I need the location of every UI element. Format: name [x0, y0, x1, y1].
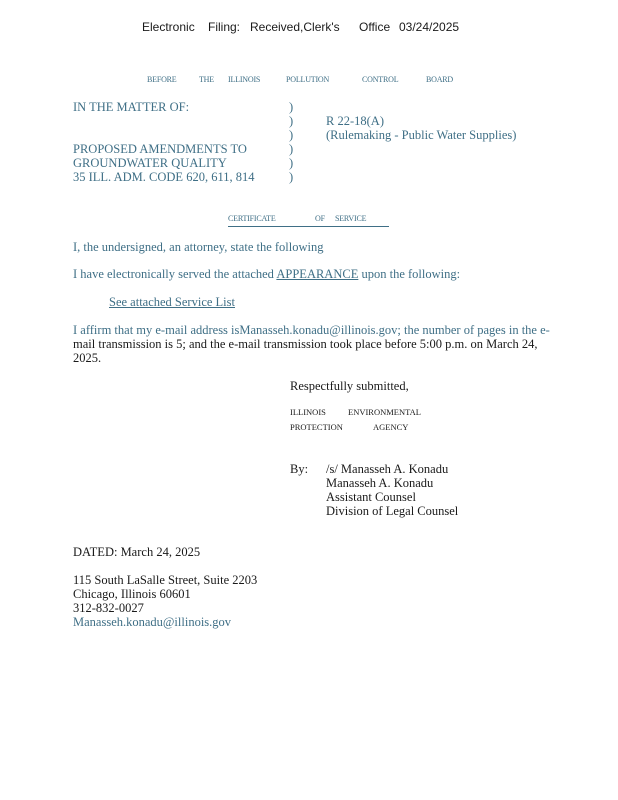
- appearance-link[interactable]: APPEARANCE: [276, 267, 359, 281]
- board-word: BOARD: [426, 75, 454, 84]
- city-address: Chicago, Illinois 60601: [73, 587, 191, 601]
- affirm-post: ; the number of pages in the e-: [397, 323, 550, 337]
- proposed-amendments: PROPOSED AMENDMENTS TO: [73, 142, 247, 156]
- stamp-electronic: Electronic: [142, 20, 195, 34]
- caption-paren: ): [289, 128, 294, 142]
- affirm-email[interactable]: Manasseh.konadu@illinois.gov: [239, 323, 398, 337]
- phone-number: 312-832-0027: [73, 601, 144, 615]
- admin-code: 35 ILL. ADM. CODE 620, 611, 814: [73, 170, 255, 184]
- affirm-line-1: [73, 323, 550, 338]
- agency-word: ILLINOIS: [290, 407, 326, 417]
- in-the-matter-of: IN THE MATTER OF:: [73, 100, 190, 114]
- stamp-date: 03/24/2025: [399, 20, 460, 34]
- street-address: 115 South LaSalle Street, Suite 2203: [73, 573, 258, 587]
- service-list-link[interactable]: See attached Service List: [109, 295, 235, 309]
- caption-paren: ): [289, 170, 294, 184]
- filing-stamp: [0, 20, 618, 36]
- affirm-pre: I affirm that my e-mail address is: [73, 323, 240, 337]
- board-word: THE: [199, 75, 214, 84]
- dated-line: DATED: March 24, 2025: [73, 545, 201, 559]
- cert-word: CERTIFICATE: [228, 214, 276, 223]
- signer-name: Manasseh A. Konadu: [326, 476, 434, 490]
- cert-word: OF: [315, 214, 325, 223]
- agency-word: ENVIRONMENTAL: [348, 407, 421, 417]
- stamp-office: Office: [359, 20, 391, 34]
- board-word: BEFORE: [147, 75, 177, 84]
- undersigned-statement: I, the undersigned, an attorney, state the following: [73, 240, 324, 254]
- docket-number: R 22-18(A): [326, 114, 384, 128]
- by-label: By:: [290, 462, 309, 476]
- certificate-heading: [228, 214, 389, 227]
- served-statement: [73, 267, 460, 282]
- signer-title: Assistant Counsel: [326, 490, 416, 504]
- caption-paren: ): [289, 156, 294, 170]
- served-post: upon the following:: [361, 267, 461, 281]
- cert-word: SERVICE: [335, 214, 367, 223]
- rulemaking-label: (Rulemaking - Public Water Supplies): [326, 128, 517, 142]
- board-word: CONTROL: [362, 75, 399, 84]
- affirm-line-3: 2025.: [73, 351, 102, 365]
- board-word: POLLUTION: [286, 75, 330, 84]
- agency-word: AGENCY: [373, 422, 409, 432]
- served-pre: I have electronically served the attached: [73, 267, 274, 281]
- stamp-received: Received,Clerk's: [250, 20, 340, 34]
- board-heading: [0, 75, 618, 87]
- board-word: ILLINOIS: [228, 75, 261, 84]
- caption-paren: ): [289, 114, 294, 128]
- groundwater-quality: GROUNDWATER QUALITY: [73, 156, 227, 170]
- caption-paren: ): [289, 100, 294, 114]
- affirm-line-2: mail transmission is 5; and the e-mail transmission took place before 5:00 p.m. on March 24,: [73, 337, 538, 351]
- electronic-signature: /s/ Manasseh A. Konadu: [326, 462, 449, 476]
- respectfully-submitted: Respectfully submitted,: [290, 379, 409, 393]
- agency-word: PROTECTION: [290, 422, 343, 432]
- caption-paren: ): [289, 142, 294, 156]
- signer-division: Division of Legal Counsel: [326, 504, 459, 518]
- stamp-filing: Filing:: [208, 20, 241, 34]
- footer-email[interactable]: Manasseh.konadu@illinois.gov: [73, 615, 232, 629]
